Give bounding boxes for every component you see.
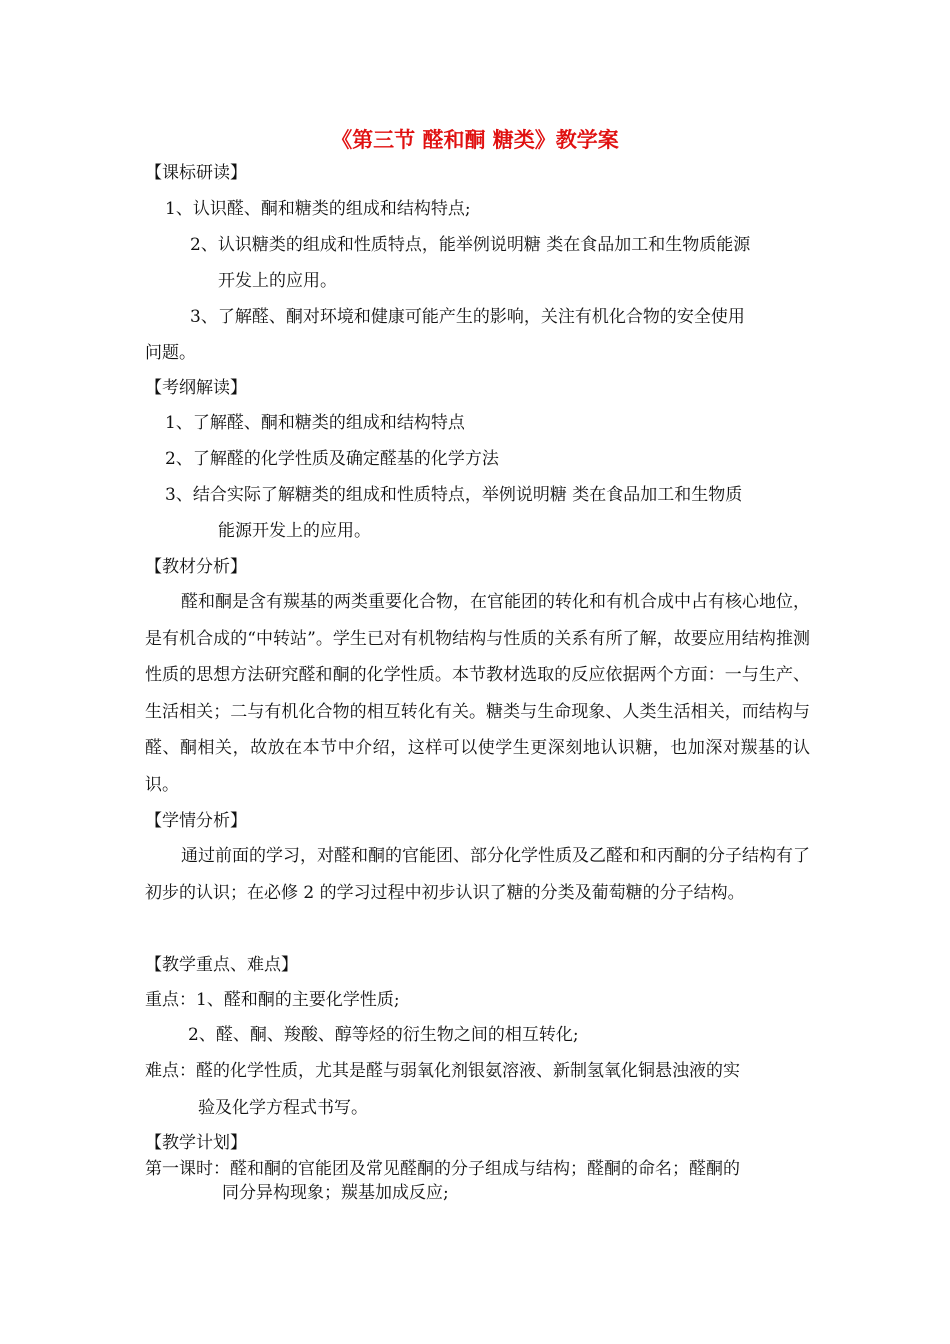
focus-line-2: 2、醛、酮、羧酸、醇等烃的衍生物之间的相互转化; [188, 1025, 579, 1045]
students-heading: 【学情分析】 [145, 811, 247, 831]
syllabus-item-3-line-1: 3、结合实际了解糖类的组成和性质特点，举例说明糖 类在食品加工和生物质 [165, 485, 743, 505]
curriculum-item-3-line-1: 3、了解醛、酮对环境和健康可能产生的影响，关注有机化合物的安全使用 [190, 307, 745, 327]
focus-line-1: 重点：1、醛和酮的主要化学性质; [145, 990, 400, 1010]
curriculum-item-2-line-1: 2、认识糖类的组成和性质特点，能举例说明糖 类在食品加工和生物质能源 [190, 235, 751, 255]
curriculum-item-1: 1、认识醛、酮和糖类的组成和结构特点; [165, 199, 471, 219]
syllabus-item-2: 2、了解醛的化学性质及确定醛基的化学方法 [165, 449, 499, 469]
syllabus-item-1: 1、了解醛、酮和糖类的组成和结构特点 [165, 413, 465, 433]
plan-lesson-1-line-2: 同分异构现象；羰基加成反应; [222, 1183, 449, 1203]
difficulty-line-1: 难点：醛的化学性质，尤其是醛与弱氧化剂银氨溶液、新制氢氧化铜悬浊液的实 [145, 1061, 740, 1081]
syllabus-heading: 【考纲解读】 [145, 378, 247, 398]
document-title: 《第三节 醛和酮 糖类》教学案 [331, 128, 619, 152]
syllabus-item-3-line-2: 能源开发上的应用。 [218, 521, 371, 541]
textbook-paragraph: 醛和酮是含有羰基的两类重要化合物，在官能团的转化和有机合成中占有核心地位，是有机合成的“中转站”。学生已对有机物结构与性质的关系有所了解，故要应用结构推测性质的思想方法研究醛和酮的化学性质。本节教材选取的反应依据两个方面：一与生产、生活相关；二与有机化合物的相互转化有关。糖类与生命现象、人类生活相关，而结构与醛、酮相关，故放在本节中介绍，这样可以使学生更深刻地认识糖，也加深对羰基的认识。 [145, 592, 810, 795]
curriculum-item-3-line-2: 问题。 [145, 343, 196, 363]
textbook-heading: 【教材分析】 [145, 557, 247, 577]
difficulty-line-2: 验及化学方程式书写。 [198, 1098, 368, 1118]
students-paragraph: 通过前面的学习，对醛和酮的官能团、部分化学性质及乙醛和和丙酮的分子结构有了初步的认识；在必修 2 的学习过程中初步认识了糖的分类及葡萄糖的分子结构。 [145, 846, 810, 903]
key-points-heading: 【教学重点、难点】 [145, 955, 298, 975]
curriculum-item-2-line-2: 开发上的应用。 [218, 271, 337, 291]
curriculum-heading: 【课标研读】 [145, 163, 247, 183]
plan-lesson-1-line-1: 第一课时：醛和酮的官能团及常见醛酮的分子组成与结构；醛酮的命名；醛酮的 [145, 1159, 740, 1179]
plan-heading: 【教学计划】 [145, 1133, 247, 1153]
